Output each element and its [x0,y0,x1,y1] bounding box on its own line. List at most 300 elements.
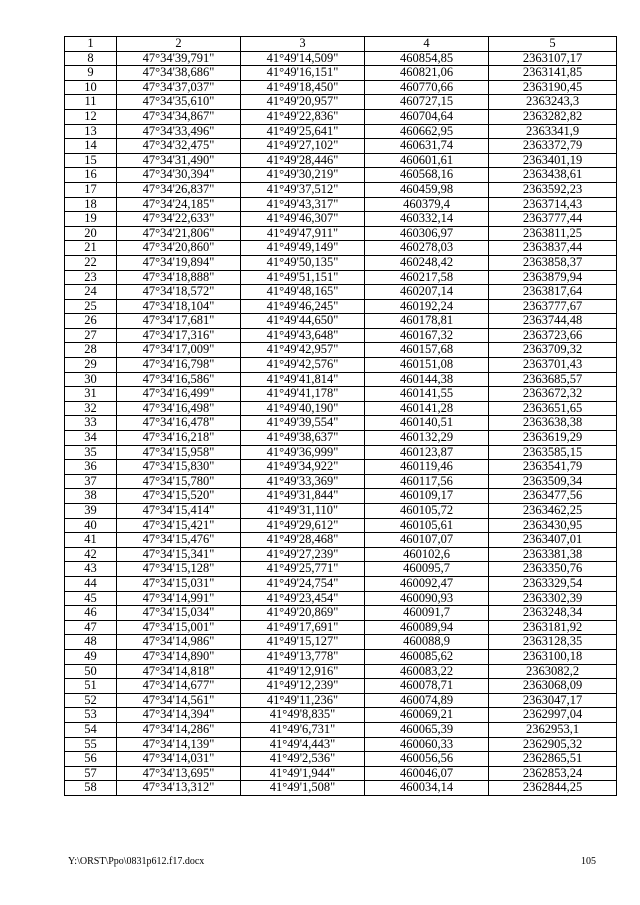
table-row [65,66,617,81]
table-cell: 41°49'34,922" [241,460,365,475]
table-cell: 2363685,57 [489,372,617,387]
table-row [65,285,617,300]
table-row [65,153,617,168]
table-cell: 460854,85 [365,51,489,66]
table-cell: 41°49'13,778" [241,649,365,664]
table-row [65,722,617,737]
table-cell: 47°34'14,991" [117,591,241,606]
table-cell: 460207,14 [365,285,489,300]
table-cell: 47°34'16,586" [117,372,241,387]
table-cell: 41°49'4,443" [241,737,365,752]
table-row [65,664,617,679]
table-row [65,255,617,270]
table-cell: 460178,81 [365,314,489,329]
table-cell: 2363709,32 [489,343,617,358]
table-cell: 45 [65,591,117,606]
table-cell: 2363672,32 [489,387,617,402]
table-cell: 460141,28 [365,401,489,416]
table-row [65,139,617,154]
table-cell: 47°34'16,218" [117,431,241,446]
table-cell: 41°49'22,836" [241,109,365,124]
table-cell: 20 [65,226,117,241]
table-row [65,445,617,460]
table-cell: 41°49'2,536" [241,752,365,767]
table-cell: 2363541,79 [489,460,617,475]
table-cell: 47°34'16,478" [117,416,241,431]
table-cell: 43 [65,562,117,577]
table-cell: 39 [65,504,117,519]
table-cell: 2363302,39 [489,591,617,606]
table-row [65,781,617,796]
table-cell: 2363701,43 [489,358,617,373]
table-cell: 47°34'14,986" [117,635,241,650]
table-cell: 47°34'16,499" [117,387,241,402]
table-row [65,766,617,781]
table-cell: 47 [65,620,117,635]
footer-page-number: 105 [581,856,596,867]
table-cell: 41°49'50,135" [241,255,365,270]
table-cell: 41°49'42,957" [241,343,365,358]
footer-file-path: Y:\ORST\Ppo\0831p612.f17.docx [68,856,205,867]
table-cell: 47°34'21,806" [117,226,241,241]
table-cell: 44 [65,576,117,591]
table-row [65,299,617,314]
table-cell: 12 [65,109,117,124]
table-cell: 41°49'51,151" [241,270,365,285]
table-row [65,95,617,110]
table-cell: 47°34'22,633" [117,212,241,227]
table-cell: 47°34'26,837" [117,182,241,197]
table-cell: 41°49'37,512" [241,182,365,197]
table-cell: 56 [65,752,117,767]
table-cell: 47°34'15,034" [117,606,241,621]
table-cell: 41°49'14,509" [241,51,365,66]
table-cell: 2363619,29 [489,431,617,446]
table-cell: 47°34'14,139" [117,737,241,752]
header-cell: 3 [241,37,365,52]
table-row [65,474,617,489]
table-row [65,489,617,504]
table-cell: 26 [65,314,117,329]
table-cell: 41°49'23,454" [241,591,365,606]
table-row [65,708,617,723]
table-cell: 41°49'40,190" [241,401,365,416]
table-cell: 460167,32 [365,328,489,343]
table-cell: 47°34'15,031" [117,576,241,591]
table-cell: 47°34'20,860" [117,241,241,256]
table-cell: 41°49'46,307" [241,212,365,227]
table-cell: 47°34'24,185" [117,197,241,212]
table-cell: 460332,14 [365,212,489,227]
table-row [65,51,617,66]
table-cell: 47°34'15,830" [117,460,241,475]
table-cell: 36 [65,460,117,475]
table-cell: 41°49'17,691" [241,620,365,635]
table-row [65,562,617,577]
table-cell: 2362865,51 [489,752,617,767]
table-cell: 32 [65,401,117,416]
table-cell: 47°34'15,476" [117,533,241,548]
table-cell: 2363407,01 [489,533,617,548]
table-cell: 23 [65,270,117,285]
table-cell: 47°34'14,561" [117,693,241,708]
table-cell: 41°49'28,468" [241,533,365,548]
table-cell: 460217,58 [365,270,489,285]
table-cell: 460278,03 [365,241,489,256]
table-cell: 10 [65,80,117,95]
table-cell: 29 [65,358,117,373]
table-cell: 41°49'29,612" [241,518,365,533]
table-row [65,343,617,358]
table-cell: 2363638,38 [489,416,617,431]
table-cell: 11 [65,95,117,110]
table-cell: 2363372,79 [489,139,617,154]
table-cell: 47°34'15,780" [117,474,241,489]
table-cell: 2363462,25 [489,504,617,519]
table-cell: 41°49'20,957" [241,95,365,110]
table-cell: 2363350,76 [489,562,617,577]
table-cell: 41°49'20,869" [241,606,365,621]
table-cell: 41°49'43,317" [241,197,365,212]
table-cell: 41°49'24,754" [241,576,365,591]
table-cell: 41°49'36,999" [241,445,365,460]
table-row [65,197,617,212]
table-row [65,182,617,197]
table-cell: 27 [65,328,117,343]
table-cell: 41°49'33,369" [241,474,365,489]
table-cell: 47°34'37,037" [117,80,241,95]
table-cell: 41°49'6,731" [241,722,365,737]
table-cell: 47°34'31,490" [117,153,241,168]
table-cell: 47°34'38,686" [117,66,241,81]
table-cell: 460085,62 [365,649,489,664]
header-cell: 2 [117,37,241,52]
table-cell: 17 [65,182,117,197]
table-cell: 2362953,1 [489,722,617,737]
table-cell: 47°34'30,394" [117,168,241,183]
table-row [65,606,617,621]
table-cell: 2363068,09 [489,679,617,694]
table-cell: 28 [65,343,117,358]
table-row [65,431,617,446]
table-cell: 47°34'14,890" [117,649,241,664]
table-cell: 41°49'25,771" [241,562,365,577]
table-cell: 47°34'19,894" [117,255,241,270]
table-cell: 35 [65,445,117,460]
table-cell: 460144,38 [365,372,489,387]
table-row [65,372,617,387]
table-cell: 41°49'27,239" [241,547,365,562]
table-cell: 460141,55 [365,387,489,402]
table-cell: 47°34'18,572" [117,285,241,300]
table-cell: 24 [65,285,117,300]
table-cell: 41°49'18,450" [241,80,365,95]
table-cell: 41°49'8,835" [241,708,365,723]
table-cell: 33 [65,416,117,431]
table-cell: 14 [65,139,117,154]
table-cell: 41°49'43,648" [241,328,365,343]
table-cell: 47°34'15,128" [117,562,241,577]
table-row [65,620,617,635]
table-cell: 460770,66 [365,80,489,95]
table-cell: 46 [65,606,117,621]
table-cell: 460192,24 [365,299,489,314]
table-cell: 2363477,56 [489,489,617,504]
table-cell: 47°34'13,312" [117,781,241,796]
table-row [65,460,617,475]
table-cell: 41°49'11,236" [241,693,365,708]
table-cell: 41°49'41,814" [241,372,365,387]
table-row [65,576,617,591]
table-cell: 31 [65,387,117,402]
table-cell: 41°49'46,245" [241,299,365,314]
table-cell: 51 [65,679,117,694]
table-cell: 2363837,44 [489,241,617,256]
table-cell: 460074,89 [365,693,489,708]
table-row [65,241,617,256]
table-cell: 2363082,2 [489,664,617,679]
table-header-row [65,37,617,52]
table-cell: 460662,95 [365,124,489,139]
table-cell: 47°34'16,498" [117,401,241,416]
table-cell: 460060,33 [365,737,489,752]
table-cell: 2362905,32 [489,737,617,752]
table-cell: 58 [65,781,117,796]
table-cell: 47°34'18,888" [117,270,241,285]
table-cell: 41°49'1,508" [241,781,365,796]
table-cell: 2363438,61 [489,168,617,183]
table-cell: 2363811,25 [489,226,617,241]
table-cell: 460078,71 [365,679,489,694]
table-cell: 40 [65,518,117,533]
table-cell: 47°34'32,475" [117,139,241,154]
table-cell: 2362997,04 [489,708,617,723]
table-cell: 460151,08 [365,358,489,373]
table-cell: 41°49'28,446" [241,153,365,168]
table-cell: 2363107,17 [489,51,617,66]
table-cell: 2363243,3 [489,95,617,110]
table-cell: 460069,21 [365,708,489,723]
table-cell: 2363777,67 [489,299,617,314]
table-cell: 460091,7 [365,606,489,621]
table-cell: 47°34'18,104" [117,299,241,314]
table-cell: 460631,74 [365,139,489,154]
table-cell: 460248,42 [365,255,489,270]
table-cell: 47°34'14,818" [117,664,241,679]
table-cell: 47°34'39,791" [117,51,241,66]
table-cell: 47°34'13,695" [117,766,241,781]
table-row [65,679,617,694]
table-cell: 53 [65,708,117,723]
table-cell: 2363723,66 [489,328,617,343]
table-row [65,518,617,533]
table-cell: 460109,17 [365,489,489,504]
table-cell: 460107,07 [365,533,489,548]
table-cell: 460117,56 [365,474,489,489]
table-cell: 460821,06 [365,66,489,81]
table-row [65,80,617,95]
table-cell: 460046,07 [365,766,489,781]
table-cell: 460089,94 [365,620,489,635]
header-cell: 4 [365,37,489,52]
table-cell: 41°49'47,911" [241,226,365,241]
table-cell: 2363858,37 [489,255,617,270]
table-cell: 41°49'12,239" [241,679,365,694]
table-cell: 41°49'25,641" [241,124,365,139]
table-cell: 52 [65,693,117,708]
table-cell: 41°49'1,944" [241,766,365,781]
table-cell: 48 [65,635,117,650]
table-cell: 19 [65,212,117,227]
table-cell: 34 [65,431,117,446]
table-row [65,635,617,650]
table-cell: 41°49'27,102" [241,139,365,154]
table-cell: 47°34'14,394" [117,708,241,723]
table-cell: 460056,56 [365,752,489,767]
table-cell: 47°34'16,798" [117,358,241,373]
table-body [65,37,617,796]
table-row [65,547,617,562]
table-cell: 21 [65,241,117,256]
table-row [65,212,617,227]
table-cell: 47°34'35,610" [117,95,241,110]
table-row [65,226,617,241]
table-cell: 2363282,82 [489,109,617,124]
table-row [65,504,617,519]
coordinates-table [64,36,617,796]
table-cell: 37 [65,474,117,489]
table-cell: 2363181,92 [489,620,617,635]
table-row [65,693,617,708]
table-cell: 460095,7 [365,562,489,577]
table-cell: 460083,22 [365,664,489,679]
table-row [65,591,617,606]
table-cell: 41°49'15,127" [241,635,365,650]
table-row [65,328,617,343]
table-cell: 47°34'15,414" [117,504,241,519]
table-cell: 460704,64 [365,109,489,124]
table-cell: 54 [65,722,117,737]
table-row [65,270,617,285]
table-row [65,752,617,767]
table-cell: 41°49'16,151" [241,66,365,81]
table-cell: 460306,97 [365,226,489,241]
table-cell: 13 [65,124,117,139]
table-cell: 55 [65,737,117,752]
table-cell: 41°49'44,650" [241,314,365,329]
table-cell: 8 [65,51,117,66]
table-cell: 2363248,34 [489,606,617,621]
header-cell: 1 [65,37,117,52]
table-cell: 2363141,85 [489,66,617,81]
table-cell: 38 [65,489,117,504]
table-cell: 2363744,48 [489,314,617,329]
table-cell: 460088,9 [365,635,489,650]
table-cell: 50 [65,664,117,679]
table-cell: 2363128,35 [489,635,617,650]
table-cell: 2363817,64 [489,285,617,300]
table-cell: 2362844,25 [489,781,617,796]
table-row [65,109,617,124]
table-cell: 2363714,43 [489,197,617,212]
table-cell: 2363777,44 [489,212,617,227]
table-row [65,649,617,664]
table-cell: 41°49'41,178" [241,387,365,402]
table-cell: 460034,14 [365,781,489,796]
table-cell: 41°49'48,165" [241,285,365,300]
table-cell: 41°49'30,219" [241,168,365,183]
table-cell: 41 [65,533,117,548]
table-cell: 460092,47 [365,576,489,591]
table-cell: 57 [65,766,117,781]
table-cell: 460119,46 [365,460,489,475]
table-cell: 460132,29 [365,431,489,446]
table-row [65,533,617,548]
table-cell: 25 [65,299,117,314]
table-cell: 49 [65,649,117,664]
table-cell: 41°49'31,110" [241,504,365,519]
table-cell: 2363430,95 [489,518,617,533]
table-cell: 47°34'14,031" [117,752,241,767]
table-cell: 2363381,38 [489,547,617,562]
table-cell: 47°34'14,286" [117,722,241,737]
table-cell: 47°34'17,316" [117,328,241,343]
table-cell: 2363585,15 [489,445,617,460]
header-cell: 5 [489,37,617,52]
table-cell: 460459,98 [365,182,489,197]
table-row [65,168,617,183]
table-cell: 2363879,94 [489,270,617,285]
table-cell: 41°49'39,554" [241,416,365,431]
table-cell: 41°49'31,844" [241,489,365,504]
table-cell: 460601,61 [365,153,489,168]
table-cell: 460157,68 [365,343,489,358]
table-row [65,416,617,431]
table-row [65,124,617,139]
table-cell: 41°49'12,916" [241,664,365,679]
table-cell: 41°49'42,576" [241,358,365,373]
table-cell: 42 [65,547,117,562]
table-cell: 460065,39 [365,722,489,737]
table-cell: 460140,51 [365,416,489,431]
table-cell: 41°49'49,149" [241,241,365,256]
table-cell: 460727,15 [365,95,489,110]
table-cell: 460568,16 [365,168,489,183]
table-cell: 2363651,65 [489,401,617,416]
table-cell: 15 [65,153,117,168]
table-cell: 2363341,9 [489,124,617,139]
table-cell: 47°34'17,681" [117,314,241,329]
table-cell: 460090,93 [365,591,489,606]
table-cell: 16 [65,168,117,183]
table-cell: 47°34'15,421" [117,518,241,533]
table-cell: 2363401,19 [489,153,617,168]
table-cell: 9 [65,66,117,81]
table-row [65,387,617,402]
table-cell: 47°34'15,520" [117,489,241,504]
table-cell: 460379,4 [365,197,489,212]
table-cell: 30 [65,372,117,387]
table-row [65,401,617,416]
table-row [65,358,617,373]
table-cell: 460105,61 [365,518,489,533]
table-cell: 41°49'38,637" [241,431,365,446]
table-cell: 47°34'34,867" [117,109,241,124]
table-cell: 22 [65,255,117,270]
table-row [65,737,617,752]
table-cell: 2363190,45 [489,80,617,95]
table-cell: 2363509,34 [489,474,617,489]
